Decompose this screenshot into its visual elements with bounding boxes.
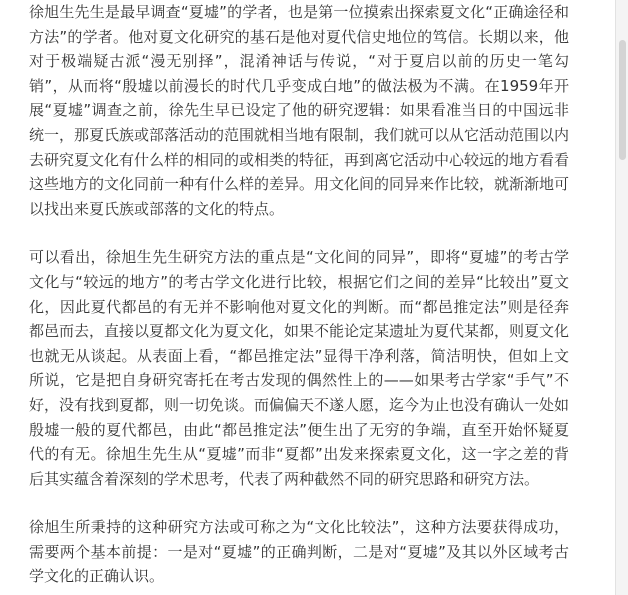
- article-body: [29, 0, 569, 589]
- scrollbar-thumb[interactable]: [619, 40, 626, 160]
- paragraph-3: 徐旭生所秉持的这种研究方法或可称之为“文化比较法”，这种方法要获得成功，需要两个基本前提：一是对“夏墟”的正确判断，二是对“夏墟”及其以外区域考古学文化的正确认识。: [29, 518, 569, 586]
- paragraph-2: 可以看出，徐旭生先生研究方法的重点是“文化间的同异”，即将“夏墟”的考古学文化与“较远的地方”的考古学文化进行比较，根据它们之间的差异“比较出”夏文化，因此夏代都邑的有无并不影响他对夏文化的判断。而“都邑推定法”则是径奔都邑而去，直接以夏都文化为夏文化，如果不能论定某遗址为夏代某都，则夏文化也就无从谈起。从表面上看，“都邑推定法”显得干净利落，简洁明快，但如上文所说，它是把自身研究寄托在考古发现的偶然性上的——如果考古学家“手气”不好，没有找到夏都，则一切免谈。而偏偏天不遂人愿，迄今为止也没有确认一处如殷墟一般的夏代都邑，由此“都邑推定法”便生出了无穷的争端，直至开始怀疑夏代的有无。徐旭生先生从“夏墟”而非“夏都”出发来探索夏文化，这一字之差的背后其实蕴含着深刻的学术思考，代表了两种截然不同的研究思路和研究方法。: [29, 248, 570, 488]
- paragraph-gap: [29, 491, 569, 515]
- paragraph-gap: [29, 221, 569, 245]
- scrollbar[interactable]: [615, 0, 628, 595]
- paragraph-1: 徐旭生先生是最早调查“夏墟”的学者，也是第一位摸索出探索夏文化“正确途径和方法”的学者。他对夏文化研究的基石是他对夏代信史地位的笃信。长期以来，他对于极端疑古派“漫无别择”，混淆神话与传说，“对于夏启以前的历史一笔勾销”，从而将“殷墟以前漫长的时代几乎变成白地”的做法极为不满。在1959年开展“夏墟”调查之前，徐先生早已设定了他的研究逻辑：如果看准当日的中国远非统一，那夏氏族或部落活动的范围就相当地有限制，我们就可以从它活动范围以内去研究夏文化有什么样的相同的或相类的特征，再到离它活动中心较远的地方看看这些地方的文化同前一种有什么样的差异。用文化间的同异来作比较，就渐渐地可以找出来夏氏族或部落的文化的特点。: [29, 3, 570, 218]
